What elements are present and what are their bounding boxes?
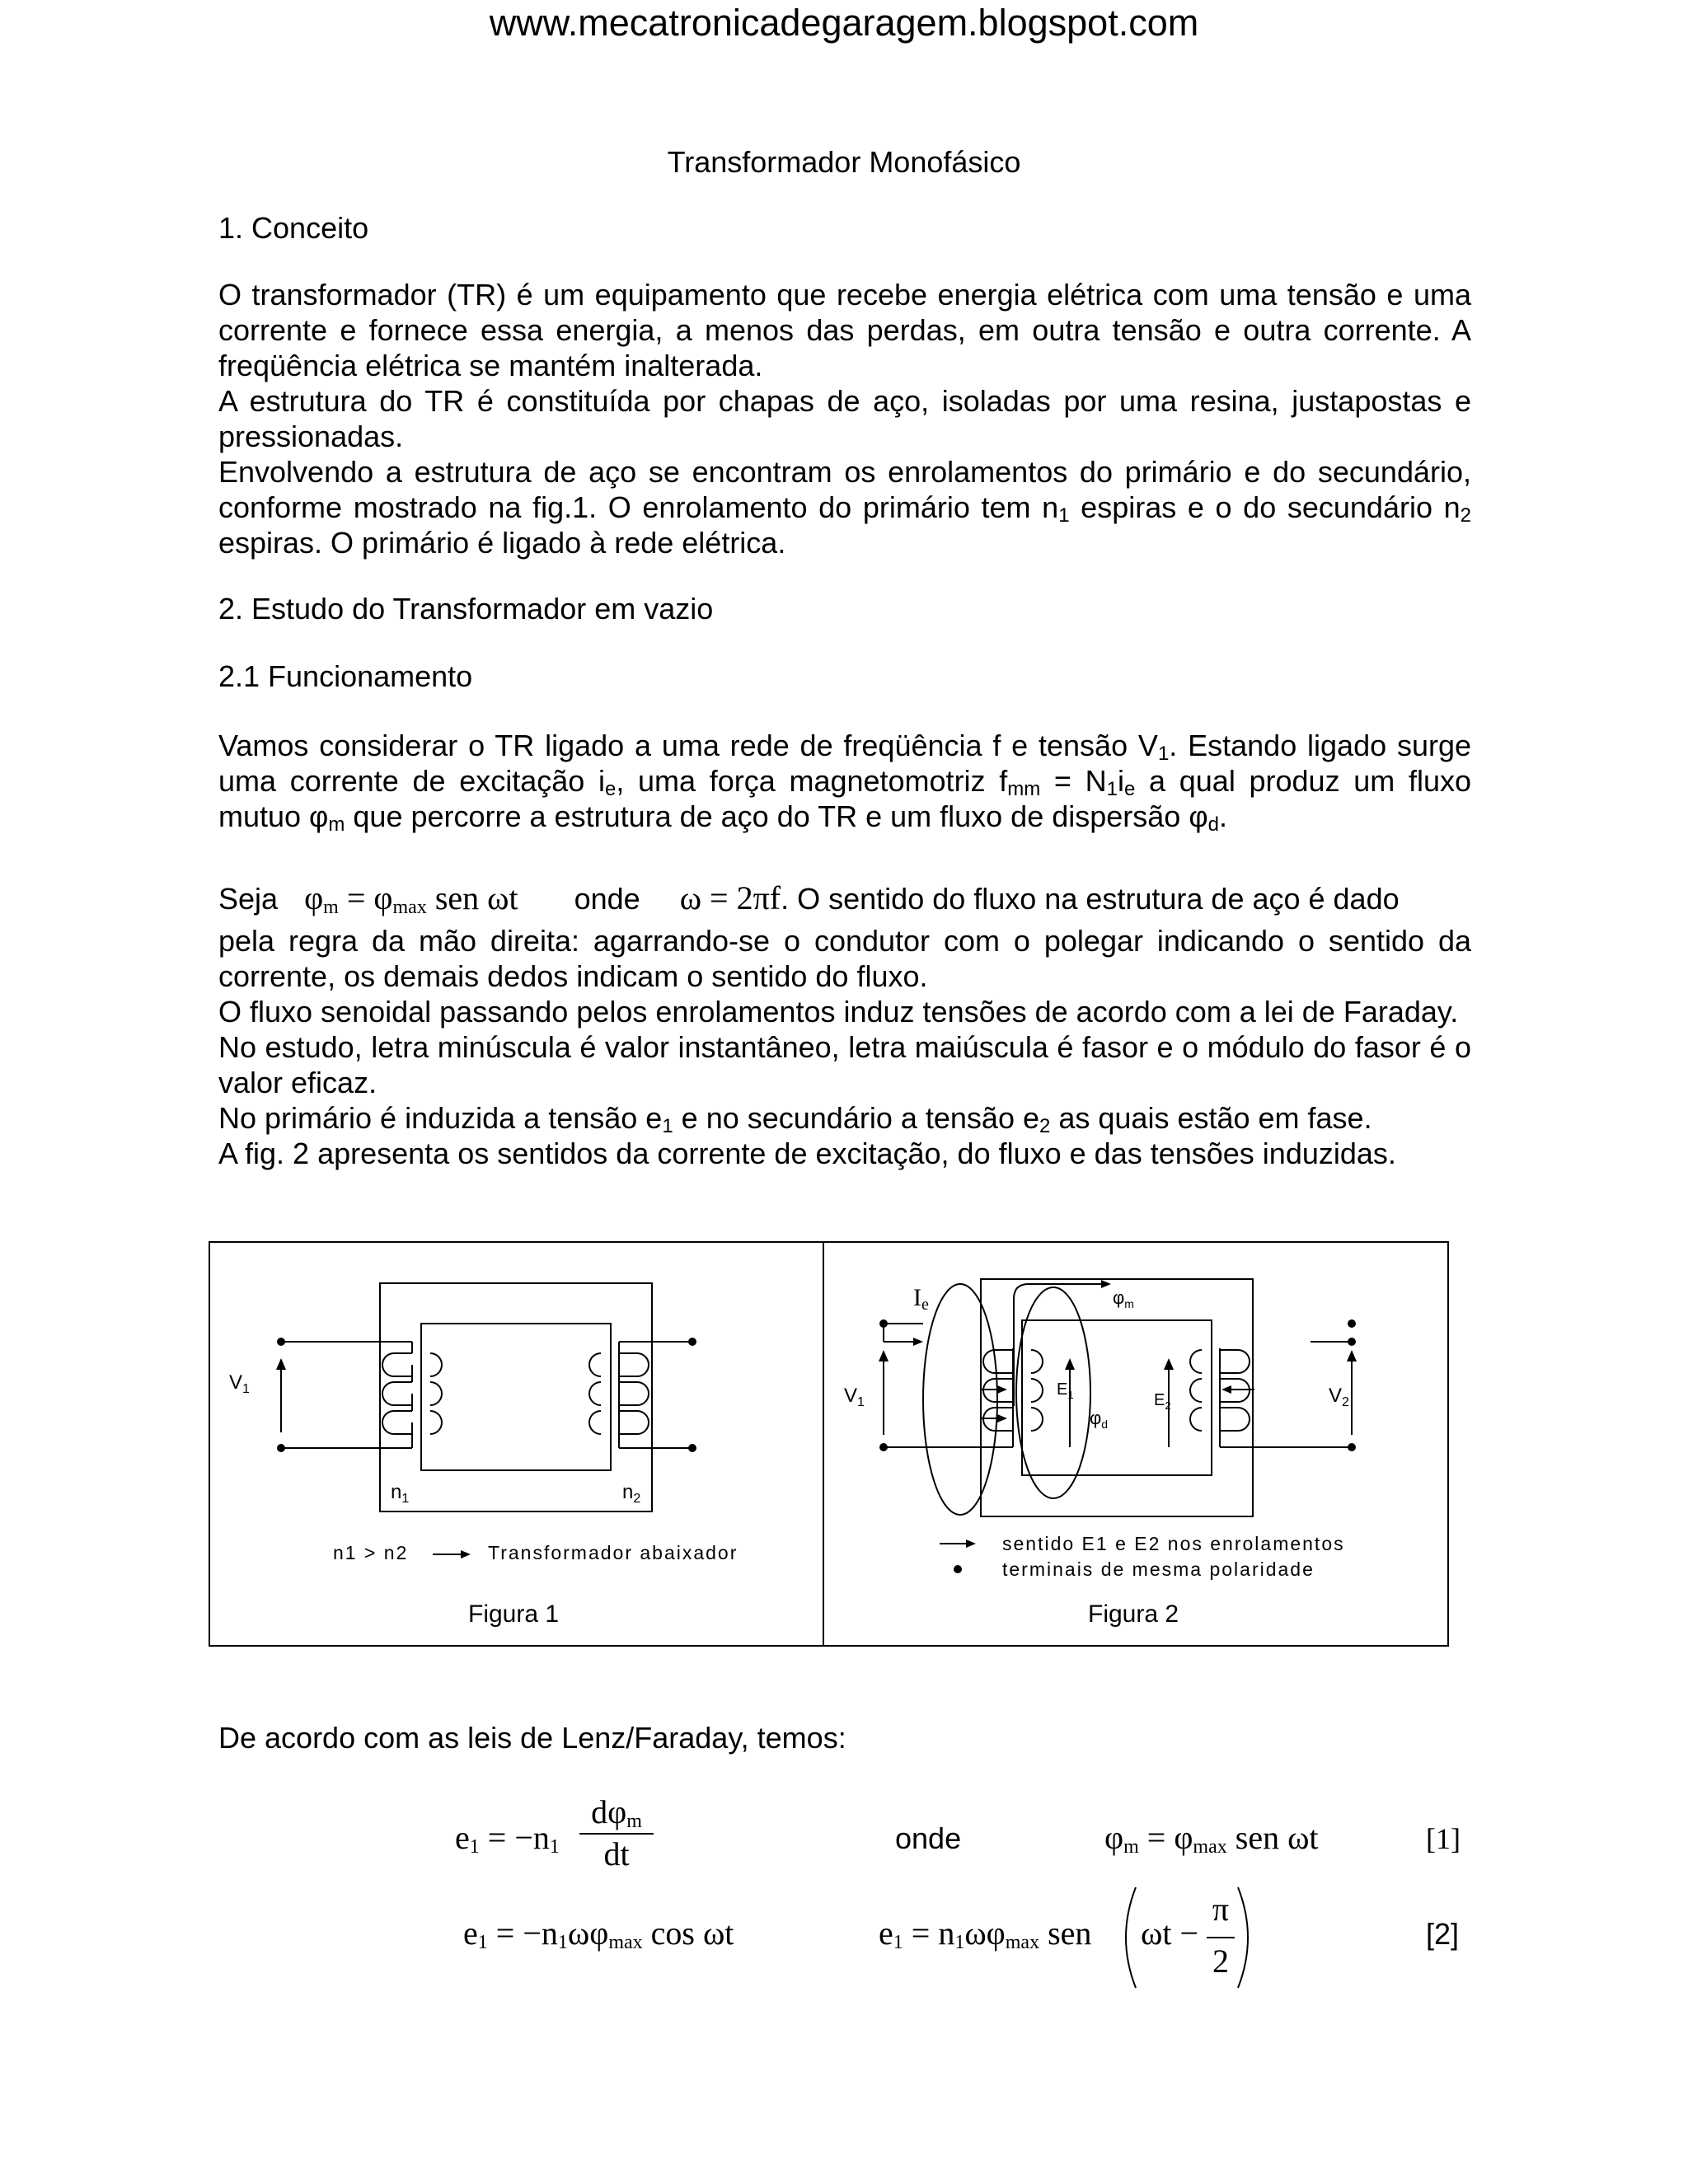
lenz-intro: De acordo com as leis de Lenz/Faraday, temos: — [218, 1721, 846, 1755]
equation-2-right: $e_1 = n_1\omega\varphi_{max}$ sen — [879, 1915, 1092, 1953]
fig2-ie-label: $I_e$ — [913, 1284, 929, 1314]
section-2-1-heading: 2.1 Funcionamento — [218, 659, 473, 693]
document-title: Transformador Monofásico — [667, 145, 1021, 179]
equation-1-onde: onde — [895, 1821, 962, 1855]
fig1-n2-label: $n_2$ — [622, 1481, 641, 1506]
fig1-legend: Transformador abaixador — [488, 1542, 738, 1563]
equation-1-left: $e_1 = -n_1$ — [455, 1819, 560, 1858]
fig1-relation: n1 > n2 — [333, 1542, 409, 1563]
section-2-heading: 2. Estudo do Transformador em vazio — [218, 592, 714, 626]
paragraph-6: O fluxo senoidal passando pelos enrolamentos induz tensões de acordo com a lei de Faraday. — [218, 995, 1459, 1029]
equation-2-left: $e_1 = -n_1\omega\varphi_{max}$ cos ωt — [463, 1915, 734, 1953]
paragraph-2: A estrutura do TR é constituída por chapas de aço, isoladas por uma resina, justapostas e pressionadas. — [218, 384, 1471, 453]
fig2-phid-label: $\varphi_d$ — [1090, 1408, 1109, 1431]
paragraph-3: Envolvendo a estrutura de aço se encontram os enrolamentos do primário e do secundário, conforme mostrado na fig.1. O enrolamento do primário tem $n_1$ espiras e o do secundário $n_2$ espiras. O primário é ligado à rede elétrica. — [218, 455, 1471, 560]
figure-1-caption: Figura 1 — [468, 1601, 560, 1628]
fig2-phim-label: $\varphi_m$ — [1113, 1287, 1134, 1310]
figure-1-diagram — [209, 1241, 823, 1647]
fig2-v2-label: $V_2$ — [1329, 1385, 1349, 1409]
section-1-body — [218, 277, 1471, 560]
core-window-rect — [421, 1324, 611, 1470]
equation-2-tag: [2] — [1426, 1917, 1460, 1951]
section-2-body — [218, 923, 1471, 1171]
equation-1-fraction: $d\varphi_m$ dt — [579, 1793, 654, 1873]
fig2-v1-label: $V_1$ — [844, 1385, 865, 1409]
seja-line: Seja $\varphi_m = \varphi_{max}$ sen ωt onde ω = 2πf. O sentido do fluxo na estrutura de aço é dado — [218, 879, 1400, 918]
fig2-e1-label: $E_1$ — [1057, 1380, 1074, 1401]
paragraph-5b: pela regra da mão direita: agarrando-se o condutor com o polegar indicando o sentido da corrente, os demais dedos indicam o sentido do fluxo. — [218, 924, 1471, 993]
equation-1-right: $\varphi_m = \varphi_{max}$ sen ωt — [1104, 1819, 1319, 1858]
paragraph-9: A fig. 2 apresenta os sentidos da corrente de excitação, do fluxo e das tensões induzidas. — [218, 1137, 1396, 1170]
section-1-heading: 1. Conceito — [218, 211, 369, 245]
equation-2-inner: ωt − — [1141, 1915, 1198, 1952]
paragraph-8: No primário é induzida a tensão $e_1$ e no secundário a tensão $e_2$ as quais estão em fase. — [218, 1101, 1372, 1137]
core-window-rect-2 — [1022, 1320, 1212, 1475]
equation-1-tag: [1] — [1426, 1822, 1461, 1855]
fig2-e2-label: $E_2$ — [1154, 1391, 1171, 1412]
fig1-n1-label: $n_1$ — [391, 1481, 410, 1506]
site-url-header: www.mecatronicadegaragem.blogspot.com — [489, 2, 1199, 44]
fig2-legend-arrow: sentido E1 e E2 nos enrolamentos — [1002, 1533, 1345, 1554]
figure-2-caption: Figura 2 — [1088, 1601, 1179, 1628]
equation-2-pi: π — [1212, 1891, 1230, 1928]
equation-2-two: 2 — [1212, 1943, 1229, 1980]
fig1-v1-label: $V_1$ — [229, 1371, 250, 1396]
paragraph-4: Vamos considerar o TR ligado a uma rede de freqüência f e tensão $V_1$. Estando ligado surge uma corrente de excitação $i_e$, uma força magnetomotriz $f_{mm} = N_1i_e$ a qual produz um fluxo mutuo $\varphi_m$ que percorre a estrutura de aço do TR e um fluxo de dispersão $\varphi_d$. — [218, 729, 1472, 836]
fig2-legend-dot: terminais de mesma polaridade — [1002, 1558, 1315, 1580]
paragraph-7: No estudo, letra minúscula é valor instantâneo, letra maiúscula é fasor e o módulo do fasor é o valor eficaz. — [218, 1030, 1471, 1099]
paragraph-1: O transformador (TR) é um equipamento que recebe energia elétrica com uma tensão e uma corrente e fornece essa energia, a menos das perdas, em outra tensão e outra corrente. A freqüência elétrica se mantém inalterada. — [218, 278, 1471, 382]
